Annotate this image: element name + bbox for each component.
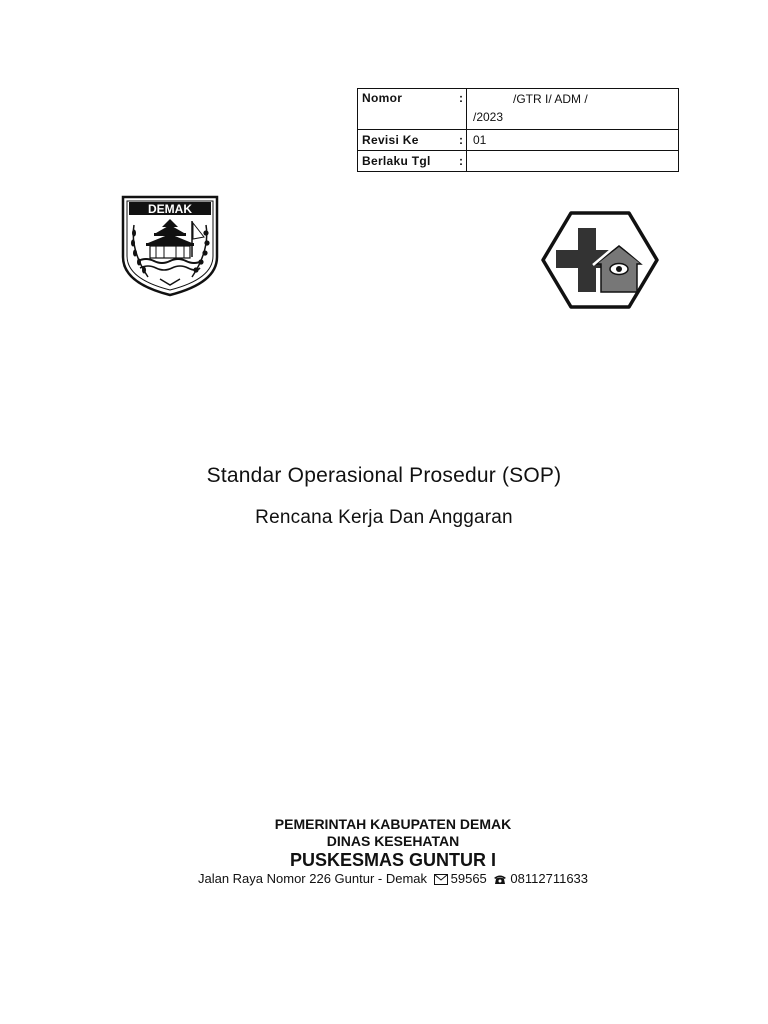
nomor-value-line2: /2023 (473, 110, 504, 124)
nomor-colon: : (456, 89, 467, 130)
berlaku-label: Berlaku Tgl (358, 151, 457, 172)
mail-icon (434, 874, 448, 885)
document-meta-table (357, 88, 679, 172)
demak-seal-text: DEMAK (148, 202, 192, 216)
revisi-colon: : (456, 130, 467, 151)
revisi-value: 01 (467, 130, 679, 151)
nomor-label: Nomor (358, 89, 457, 130)
footer-institution: PUSKESMAS GUNTUR I (289, 850, 496, 870)
document-subtitle: Rencana Kerja Dan Anggaran (255, 507, 513, 528)
revisi-label: Revisi Ke (358, 130, 457, 151)
footer-department: DINAS KESEHATAN (326, 833, 460, 849)
phone-icon (493, 874, 507, 885)
nomor-value (467, 89, 679, 130)
footer-postal-code: 59565 (450, 871, 487, 886)
puskesmas-logo-icon (541, 210, 659, 310)
document-title: Standar Operasional Prosedur (SOP) (206, 464, 562, 487)
meta-row-nomor (358, 89, 679, 130)
nomor-value-line1: /GTR I/ ADM / (513, 92, 588, 106)
footer-address: Jalan Raya Nomor 226 Guntur - Demak (197, 871, 428, 886)
meta-row-berlaku (358, 151, 679, 172)
footer-government: PEMERINTAH KABUPATEN DEMAK (274, 816, 512, 832)
footer-phone: 08112711633 (510, 871, 589, 886)
berlaku-value (467, 151, 679, 172)
meta-row-revisi (358, 130, 679, 151)
berlaku-colon: : (456, 151, 467, 172)
demak-seal-icon (120, 195, 220, 297)
footer-address-line (0, 871, 768, 886)
